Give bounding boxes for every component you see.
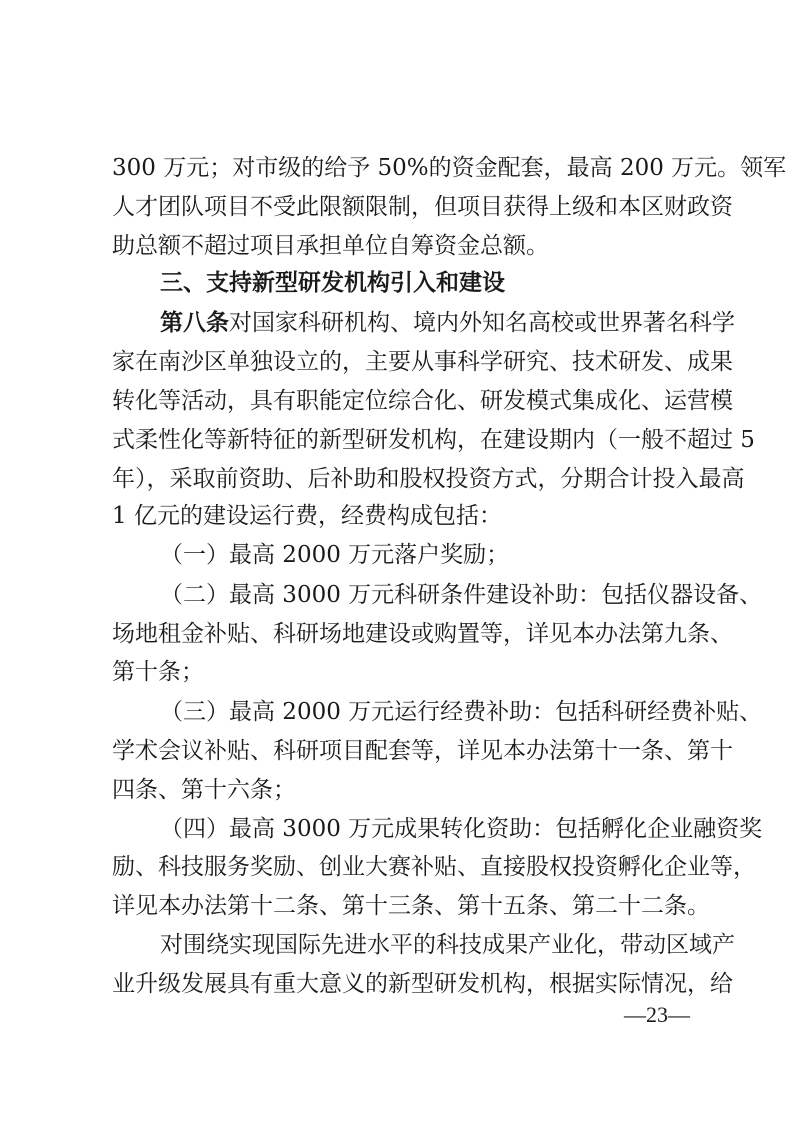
paragraph-line: 详见本办法第十二条、第十三条、第十五条、第二十二条。 (112, 893, 710, 919)
paragraph-line: 第十条； (112, 659, 204, 685)
article-8-first-line (160, 303, 735, 343)
paragraph-line: 励、科技服务奖励、创业大赛补贴、直接股权投资孵化企业等， (112, 854, 756, 880)
paragraph-line: 业升级发展具有重大意义的新型研发机构，根据实际情况，给 (112, 971, 733, 997)
list-item-1: （一）最高 2000 万元落户奖励； (160, 542, 510, 568)
paragraph-line: 300 万元；对市级的给予 50%的资金配套，最高 200 万元。领军 (112, 155, 787, 181)
paragraph-line: 对围绕实现国际先进水平的科技成果产业化，带动区域产 (160, 932, 735, 958)
paragraph-line: 助总额不超过项目承担单位自筹资金总额。 (112, 233, 549, 259)
paragraph-line: 场地租金补贴、科研场地建设或购置等，详见本办法第九条、 (112, 621, 733, 647)
paragraph-line: 式柔性化等新特征的新型研发机构，在建设期内（一般不超过 5 (112, 427, 755, 453)
section-heading: 三、支持新型研发机构引入和建设 (160, 270, 505, 296)
paragraph-line: 学术会议补贴、科研项目配套等，详见本办法第十一条、第十 (112, 738, 733, 764)
article-8-text: 对国家科研机构、境内外知名高校或世界著名科学 (229, 310, 735, 336)
page-number: —23— (624, 1002, 690, 1027)
paragraph-line: 转化等活动，具有职能定位综合化、研发模式集成化、运营模 (112, 388, 733, 414)
paragraph-line: 1 亿元的建设运行费，经费构成包括： (112, 503, 502, 529)
paragraph-line: 人才团队项目不受此限额限制，但项目获得上级和本区财政资 (112, 194, 733, 220)
list-item-2: （二）最高 3000 万元科研条件建设补助：包括仪器设备、 (160, 582, 763, 608)
paragraph-line: 家在南沙区单独设立的，主要从事科学研究、技术研发、成果 (112, 349, 733, 375)
list-item-4: （四）最高 3000 万元成果转化资助：包括孵化企业融资奖 (160, 816, 763, 842)
paragraph-line: 年），采取前资助、后补助和股权投资方式，分期合计投入最高 (112, 466, 745, 492)
paragraph-line: 四条、第十六条； (112, 777, 296, 803)
list-item-3: （三）最高 2000 万元运行经费补助：包括科研经费补贴、 (160, 699, 763, 725)
article-8-title: 第八条 (160, 310, 229, 336)
